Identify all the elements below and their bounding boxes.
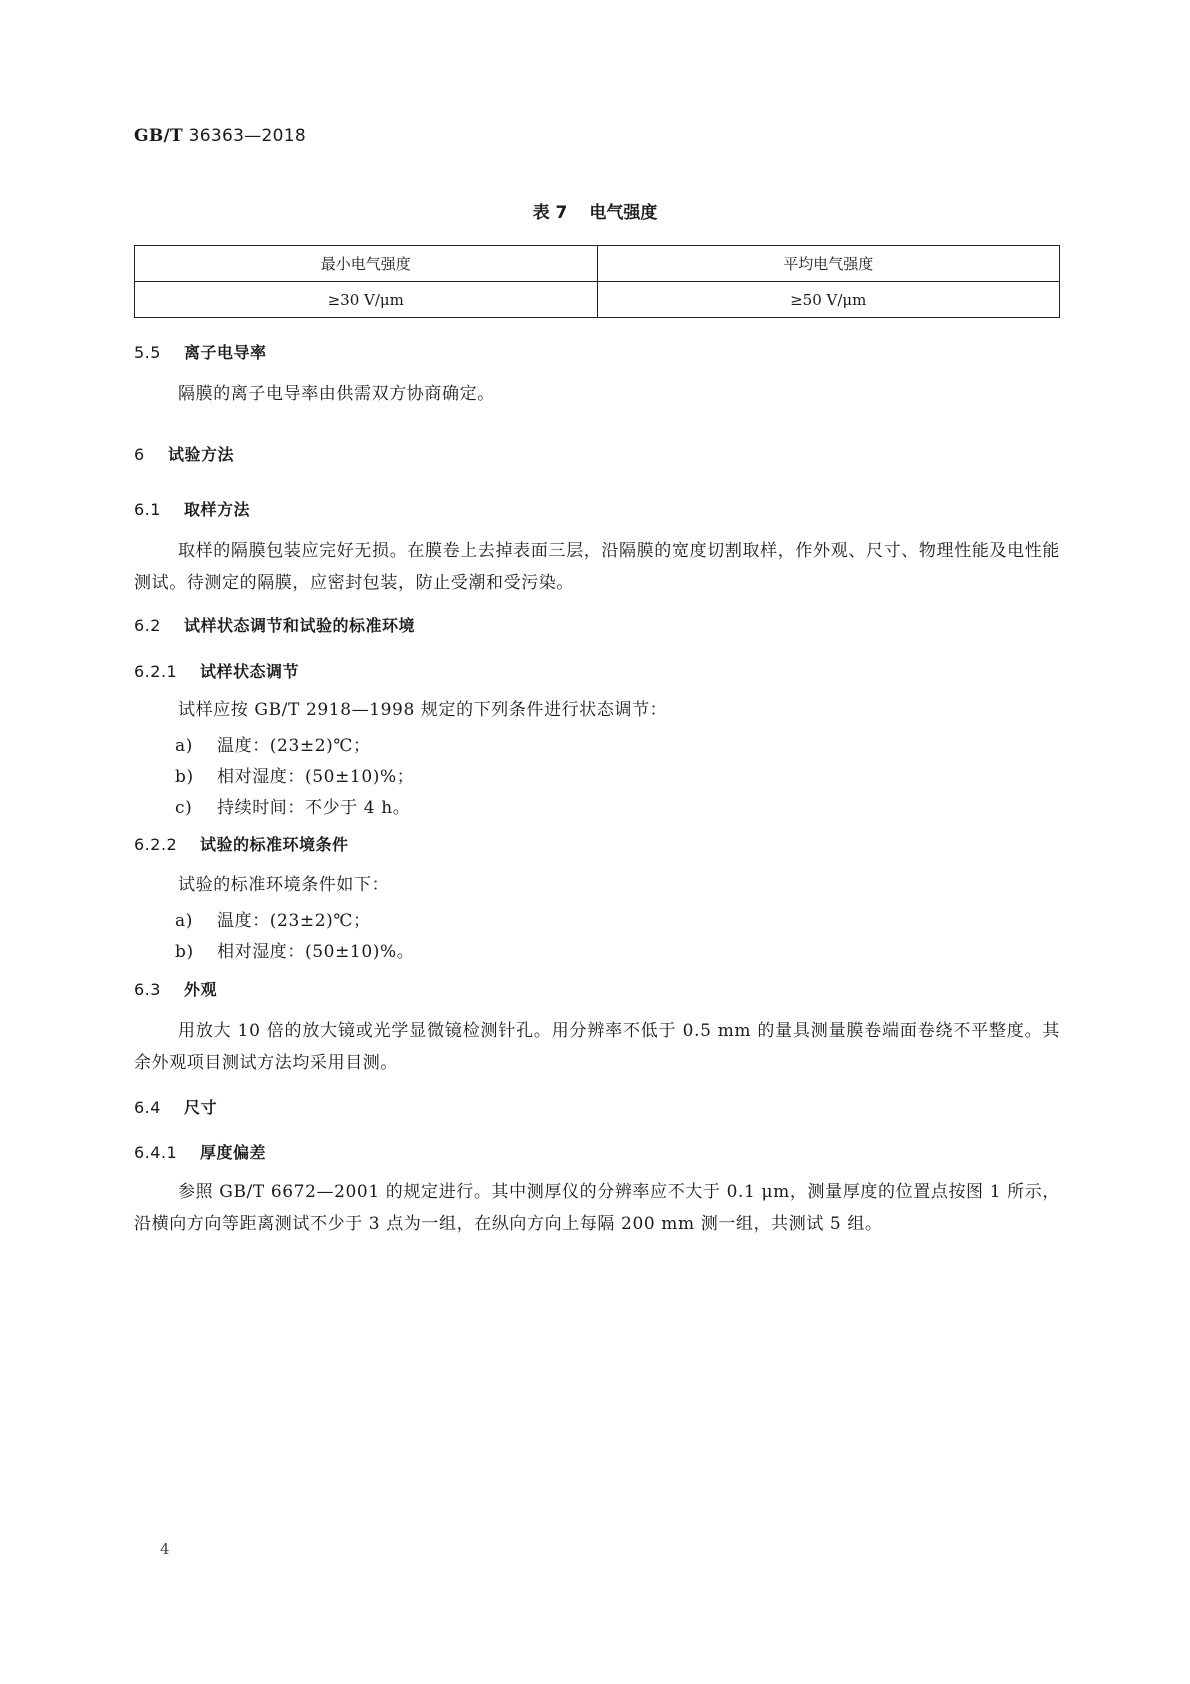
electric-strength-table	[134, 245, 1060, 318]
section-number: 6.2.2	[134, 835, 178, 854]
section-number: 6.3	[134, 980, 161, 999]
section-number: 6	[134, 445, 145, 464]
section-title: 试样状态调节	[200, 662, 300, 681]
standard-header	[134, 126, 306, 146]
section-heading-6-2-2	[134, 832, 349, 855]
section-title: 试验方法	[168, 445, 235, 464]
paragraph-6-1: 取样的隔膜包装应完好无损。在膜卷上去掉表面三层，沿隔膜的宽度切割取样，作外观、尺寸、物理性能及电性能测试。待测定的隔膜，应密封包装，防止受潮和受污染。	[134, 541, 1060, 593]
standard-number: 36363—2018	[188, 126, 307, 146]
section-heading-6-3	[134, 977, 217, 1000]
list-item	[175, 906, 371, 931]
table-cell: ≥30 V/μm	[135, 282, 598, 318]
table-caption	[0, 198, 1190, 223]
paragraph-6-4-1: 参照 GB/T 6672—2001 的规定进行。其中测厚仪的分辨率应不大于 0.1 μm，测量厚度的位置点按图 1 所示，沿横向方向等距离测试不少于 3 点为一组，在纵向方向上每隔 200 mm 测一组，共测试 5 组。	[134, 1182, 1060, 1234]
list-item-tag: a)	[175, 736, 193, 756]
page-number: 4	[160, 1540, 170, 1558]
section-heading-6-1	[134, 497, 250, 520]
table-title: 电气强度	[589, 203, 658, 223]
section-heading-5-5	[134, 340, 267, 363]
list-item-tag: b)	[175, 767, 194, 787]
section-title: 离子电导率	[184, 343, 267, 362]
list-item-tag: b)	[175, 942, 194, 962]
section-number: 6.4.1	[134, 1143, 178, 1162]
paragraph-6-2-1-intro: 试样应按 GB/T 2918—1998 规定的下列条件进行状态调节：	[178, 700, 668, 720]
paragraph-5-5: 隔膜的离子电导率由供需双方协商确定。	[178, 384, 495, 404]
list-item-text: 相对湿度：(50±10)%。	[217, 942, 415, 962]
section-heading-6-4-1	[134, 1140, 266, 1163]
section-number: 6.2.1	[134, 662, 178, 681]
list-item-tag: c)	[175, 798, 193, 818]
table-header-cell: 最小电气强度	[135, 246, 598, 282]
list-item	[175, 793, 410, 818]
section-title: 试验的标准环境条件	[200, 835, 349, 854]
list-item-text: 持续时间：不少于 4 h。	[217, 798, 411, 818]
list-item	[175, 937, 414, 962]
list-item	[175, 731, 371, 756]
list-item	[175, 762, 414, 787]
section-title: 外观	[184, 980, 218, 999]
section-number: 6.4	[134, 1098, 161, 1117]
section-title: 尺寸	[184, 1098, 218, 1117]
table-label: 表 7	[532, 203, 568, 223]
section-heading-6-2-1	[134, 659, 299, 682]
list-item-text: 温度：(23±2)℃；	[217, 911, 371, 931]
section-heading-6-2	[134, 613, 415, 636]
section-title: 试样状态调节和试验的标准环境	[184, 616, 416, 635]
table-header-cell: 平均电气强度	[597, 246, 1060, 282]
section-heading-6	[134, 442, 234, 465]
section-number: 5.5	[134, 343, 161, 362]
paragraph-6-2-2-intro: 试验的标准环境条件如下：	[178, 875, 390, 895]
table-row	[135, 282, 1060, 318]
standard-prefix: GB/T	[134, 126, 183, 146]
paragraph-6-3: 用放大 10 倍的放大镜或光学显微镜检测针孔。用分辨率不低于 0.5 mm 的量具测量膜卷端面卷绕不平整度。其余外观项目测试方法均采用目测。	[134, 1021, 1060, 1073]
list-item-tag: a)	[175, 911, 193, 931]
table-cell: ≥50 V/μm	[597, 282, 1060, 318]
section-number: 6.2	[134, 616, 161, 635]
section-heading-6-4	[134, 1095, 217, 1118]
section-title: 取样方法	[184, 500, 251, 519]
list-item-text: 相对湿度：(50±10)%；	[217, 767, 415, 787]
section-title: 厚度偏差	[200, 1143, 267, 1162]
list-item-text: 温度：(23±2)℃；	[217, 736, 371, 756]
section-number: 6.1	[134, 500, 161, 519]
table-header-row	[135, 246, 1060, 282]
